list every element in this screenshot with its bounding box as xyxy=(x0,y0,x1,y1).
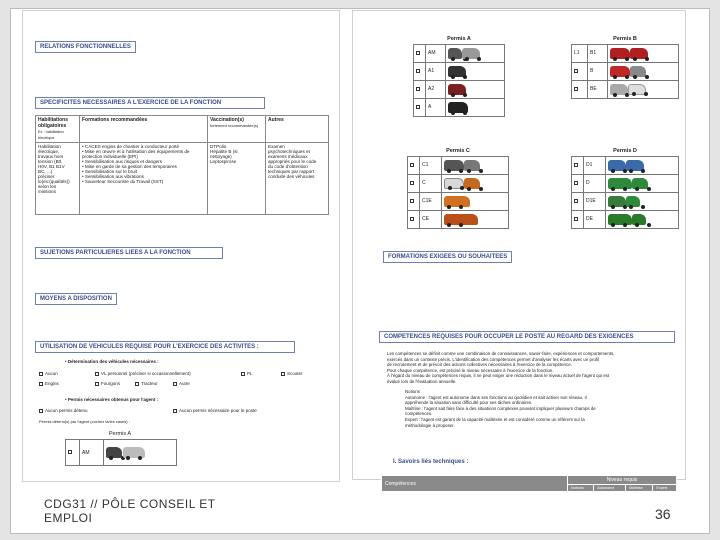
car-icon xyxy=(610,66,630,77)
truck-trailer-icon xyxy=(444,196,470,207)
cell: A1 xyxy=(426,62,446,80)
cell xyxy=(572,62,588,80)
permis-a-table xyxy=(413,35,505,117)
motorcycle-icon xyxy=(448,66,466,77)
atv-icon xyxy=(630,48,648,59)
label: VL personnel (préciser si occasionnellement) xyxy=(101,371,191,376)
cell-line: • Sensibilisation aux risques et dangers xyxy=(82,159,163,164)
cell xyxy=(608,62,679,80)
cell: AM xyxy=(426,44,446,62)
levels-list xyxy=(405,389,675,428)
cell-line: • Sensibilisation aux vibrations xyxy=(82,174,144,179)
checkbox[interactable] xyxy=(574,87,578,91)
text-line: Pour chaque compétence, est précisé le niveau nécessaire à l'exercice de la fonction. xyxy=(387,367,554,373)
car-icon xyxy=(462,48,480,59)
cell-line: Examen xyxy=(268,144,285,149)
checkbox[interactable] xyxy=(173,382,177,386)
document-page-left xyxy=(22,10,340,482)
checkbox[interactable] xyxy=(95,382,99,386)
permis-a-label: Permis A xyxy=(109,431,132,437)
permit-opt-notneeded[interactable] xyxy=(173,408,257,414)
label: Fourgons xyxy=(101,381,121,386)
veh-row2-d[interactable] xyxy=(173,381,190,387)
veh-row2-a[interactable] xyxy=(39,381,59,387)
footer-label: CDG31 // PÔLE CONSEIL ET EMPLOI xyxy=(44,497,216,525)
section-utilisation: UTILISATION DE VEHICULES REQUISE POUR L'EXERCICE DES ACTIVITES : xyxy=(35,341,295,353)
cell xyxy=(446,98,505,116)
competences-grid xyxy=(381,475,677,492)
vehicles-title: • Détermination des véhicules nécessaires : xyxy=(65,359,159,364)
bus-icon xyxy=(608,214,632,225)
checkbox[interactable] xyxy=(574,199,578,203)
cell-line: • Mise en œuvre et à l'utilisation des équipements de protection individuelle (EPI) xyxy=(82,149,190,159)
cell: A xyxy=(426,98,446,116)
label: Aucun xyxy=(45,371,58,376)
car-icon xyxy=(610,48,630,59)
cell: C xyxy=(420,174,442,192)
cell xyxy=(414,98,426,116)
checkbox[interactable] xyxy=(410,163,414,167)
veh-row1-c[interactable] xyxy=(241,371,253,377)
permis-d-title: Permis D xyxy=(613,148,637,155)
truck-icon xyxy=(444,178,464,189)
trailer-icon xyxy=(630,66,646,77)
semi-truck-icon xyxy=(444,214,478,225)
cell-line: missions xyxy=(38,189,56,194)
car-icon xyxy=(610,84,628,95)
cell: CE xyxy=(420,210,442,228)
checkbox[interactable] xyxy=(173,409,177,413)
bus-icon xyxy=(632,178,648,189)
checkbox[interactable] xyxy=(95,372,99,376)
truck-icon xyxy=(464,160,480,171)
cell: BE xyxy=(588,80,608,98)
caravan-icon xyxy=(628,84,646,95)
cell xyxy=(572,192,584,210)
cell xyxy=(442,192,509,210)
text-line: appréhende la situation sans difficulté pour ses tâches ordinaires. xyxy=(405,400,533,406)
minibus-icon xyxy=(608,196,626,207)
text-line: méthodologie à proposer. xyxy=(405,422,455,428)
cell xyxy=(572,80,588,98)
trailer-icon xyxy=(632,214,646,225)
label: Aucun permis nécessaire pour le poste xyxy=(179,408,257,413)
section-specificites: SPECIFICITES NECESSAIRES A L'EXERCICE DE LA FONCTION xyxy=(35,97,265,109)
cell-line: Leptospirose xyxy=(210,159,237,164)
cell xyxy=(446,62,505,80)
veh-row1-b[interactable] xyxy=(95,371,191,377)
text-line: Expert : l'agent est garant de la capacité maîtrisée et est considéré comme un référent sur la xyxy=(405,416,585,422)
checkbox[interactable] xyxy=(574,163,578,167)
truck-icon xyxy=(444,160,464,171)
permis-a-title: Permis A xyxy=(447,36,471,43)
permis-d-table xyxy=(571,147,679,229)
scooter-icon xyxy=(448,48,462,59)
cell xyxy=(414,80,426,98)
cell xyxy=(442,174,509,192)
label: PL xyxy=(247,371,253,376)
permis-b-title: Permis B xyxy=(613,36,637,43)
checkbox[interactable] xyxy=(410,217,414,221)
document-page-right xyxy=(352,10,686,490)
cell-line: conduite des véhicules xyxy=(268,174,315,179)
page-number: 36 xyxy=(655,506,671,522)
cell-line: selon les xyxy=(38,184,57,189)
checkbox[interactable] xyxy=(39,372,43,376)
th-habilitations: Habilitations obligatoires xyxy=(38,117,69,129)
section-relations: RELATIONS FONCTIONNELLES xyxy=(35,41,136,53)
th-autres: Autres xyxy=(266,116,329,143)
checkbox[interactable] xyxy=(39,409,43,413)
cell: C1E xyxy=(420,192,442,210)
minibus-icon xyxy=(608,160,626,171)
text-line: de recrutement et de prévoir des actions collectives nécessaires à l'exercice de la compétence. xyxy=(387,362,572,368)
cell xyxy=(408,156,420,174)
motorcycle-icon xyxy=(448,102,468,113)
checkbox[interactable] xyxy=(416,51,420,55)
trailer-icon xyxy=(626,196,640,207)
permits-note: Permis détenu(s) par l'agent (cochez la/les cases) : xyxy=(39,419,130,424)
text-line: Les compétences se définit comme une combinaison de connaissances, savoir-faire, expériences et comportements, xyxy=(387,351,615,356)
cell-line: lo(ex:(qualités)) xyxy=(38,179,70,184)
th-note: fortement recommandée(s) xyxy=(210,123,259,128)
section-moyens: MOYENS A DISPOSITION xyxy=(35,293,117,305)
grid-niveau-title: Niveau requis xyxy=(568,476,677,485)
cell: L1 xyxy=(572,44,588,62)
checkbox[interactable] xyxy=(68,450,72,454)
section-sujetions: SUJETIONS PARTICULIERES LIEES A LA FONCTION xyxy=(35,247,223,259)
cell xyxy=(608,44,679,62)
text-line: Notions xyxy=(405,389,420,394)
cell-line: techniques par rapport xyxy=(268,169,314,174)
cell-line: appropriés pour le code xyxy=(268,159,317,164)
cell: A2 xyxy=(426,80,446,98)
permits-title: • Permis nécessaires obtenus pour l'agent : xyxy=(65,397,159,402)
cell-formations xyxy=(80,143,208,215)
grid-level: Autonome xyxy=(594,485,626,492)
cell-line: Hépatite B (si xyxy=(210,149,238,154)
cell xyxy=(66,440,80,466)
cell xyxy=(408,192,420,210)
checkbox[interactable] xyxy=(410,199,414,203)
cell-line: • Sauveteur Secouriste du Travail (SST) xyxy=(82,179,164,184)
cell xyxy=(446,44,505,62)
spec-table xyxy=(35,115,329,215)
checkbox[interactable] xyxy=(416,87,420,91)
permis-c-table xyxy=(407,147,509,229)
cell-line: nettoyage) xyxy=(210,154,232,159)
truck-icon xyxy=(464,178,480,189)
cell xyxy=(606,210,679,228)
th-note: Ex : habilitation électrique xyxy=(38,130,64,140)
cell-line: • CACES engins de chantier à conducteur porté xyxy=(82,144,180,149)
cell-vaccinations xyxy=(208,143,266,215)
checkbox[interactable] xyxy=(39,382,43,386)
cell: B1 xyxy=(588,44,608,62)
checkbox[interactable] xyxy=(241,372,245,376)
cell-line: psychotechniques et xyxy=(268,149,310,154)
cell xyxy=(608,80,679,98)
cell xyxy=(572,210,584,228)
car-icon xyxy=(123,447,145,458)
cell xyxy=(606,174,679,192)
cell: D xyxy=(584,174,606,192)
cell-line: • Sensibilisation sur le bruit xyxy=(82,169,137,174)
bus-icon xyxy=(608,178,632,189)
cell: AM xyxy=(80,440,104,466)
veh-row2-b[interactable] xyxy=(95,381,120,387)
cell xyxy=(572,156,584,174)
grid-level: Maîtrise xyxy=(626,485,653,492)
cell: D1E xyxy=(584,192,606,210)
competences-text xyxy=(387,351,677,385)
cell-line: BC, ...) xyxy=(38,169,53,174)
checkbox[interactable] xyxy=(416,105,420,109)
cell-line: travaux hors xyxy=(38,154,64,159)
cell-line: examens médicaux xyxy=(268,154,308,159)
minibus-icon xyxy=(626,160,644,171)
checkbox[interactable] xyxy=(281,372,285,376)
cell: C1 xyxy=(420,156,442,174)
cell-line: du code d'obtention xyxy=(268,164,308,169)
cell-line: • Mise en garde de sa gestion des temporaires xyxy=(82,164,177,169)
veh-row2-c[interactable] xyxy=(135,381,158,387)
cell xyxy=(414,44,426,62)
permis-c-title: Permis C xyxy=(446,148,470,155)
cell: D1 xyxy=(584,156,606,174)
label: Tracteur xyxy=(141,381,158,386)
checkbox[interactable] xyxy=(574,217,578,221)
cell xyxy=(408,174,420,192)
th-formations: Formations recommandées xyxy=(80,116,208,143)
cell xyxy=(446,80,505,98)
text-line: compétences. xyxy=(405,411,433,417)
section-formations: FORMATIONS EXIGEES OU SOUHAITEES xyxy=(383,251,512,263)
scooter-icon xyxy=(106,447,122,458)
th-vaccinations: Vaccination(s) xyxy=(210,117,244,123)
cell-line: préciser xyxy=(38,174,55,179)
cell: B xyxy=(588,62,608,80)
cell xyxy=(606,192,679,210)
checkbox[interactable] xyxy=(416,69,420,73)
label: Autre xyxy=(179,381,190,386)
checkbox[interactable] xyxy=(410,181,414,185)
cell-line: Habilitation électrique, xyxy=(38,144,61,154)
label: Aucun permis détenu xyxy=(45,408,88,413)
text-line: Maîtrise : l'agent sait faire face à des situations complexes pouvant impliquer plusieurs champs de xyxy=(405,405,596,411)
label: Engins xyxy=(45,381,59,386)
checkbox[interactable] xyxy=(135,382,139,386)
cell xyxy=(442,156,509,174)
cell xyxy=(408,210,420,228)
text-line: À l'égard du niveau de compétences requis, il ne peut exiger une réduction dans le niveau actuel de l'agent qui est xyxy=(387,373,610,379)
veh-row1-a[interactable] xyxy=(39,371,58,377)
savoirs-heading: I. Savoirs liés techniques : xyxy=(393,459,469,465)
section-competences: COMPETENCES REQUISES POUR OCCUPER LE POSTE AU REGARD DES EXIGENCES xyxy=(379,331,675,343)
cell xyxy=(414,62,426,80)
text-line: Autonome : l'agent est autonome dans ses fonctions au quotidien et sait activer son réseau. Il xyxy=(405,394,587,400)
permis-a-mini-table xyxy=(65,439,177,466)
label: Scooter xyxy=(287,371,303,376)
cell-autres xyxy=(266,143,329,215)
cell-line: tension (B0, xyxy=(38,159,63,164)
grid-competences: Compétences xyxy=(382,476,568,492)
checkbox[interactable] xyxy=(574,181,578,185)
cell-line: DTPolio xyxy=(210,144,227,149)
cell-line: H0V, B1 B1V xyxy=(38,164,65,169)
grid-level: Expert xyxy=(653,485,677,492)
cell-habilitations xyxy=(36,143,80,215)
permis-b-table xyxy=(571,35,679,99)
checkbox[interactable] xyxy=(574,69,578,73)
cell xyxy=(572,174,584,192)
text-line: exercés dans un contexte précis. L'identification des compétences permet d'analyser les écarts avec un profil xyxy=(387,356,600,362)
cell xyxy=(606,156,679,174)
permit-opt-none[interactable] xyxy=(39,408,88,414)
text-line: évalué lors de l'évaluation annuelle. xyxy=(387,378,457,384)
veh-row1-d[interactable] xyxy=(281,371,303,377)
cell: DE xyxy=(584,210,606,228)
cell xyxy=(442,210,509,228)
vehicle-images xyxy=(104,440,177,466)
grid-level: Notions xyxy=(568,485,594,492)
motorcycle-icon xyxy=(448,84,466,95)
